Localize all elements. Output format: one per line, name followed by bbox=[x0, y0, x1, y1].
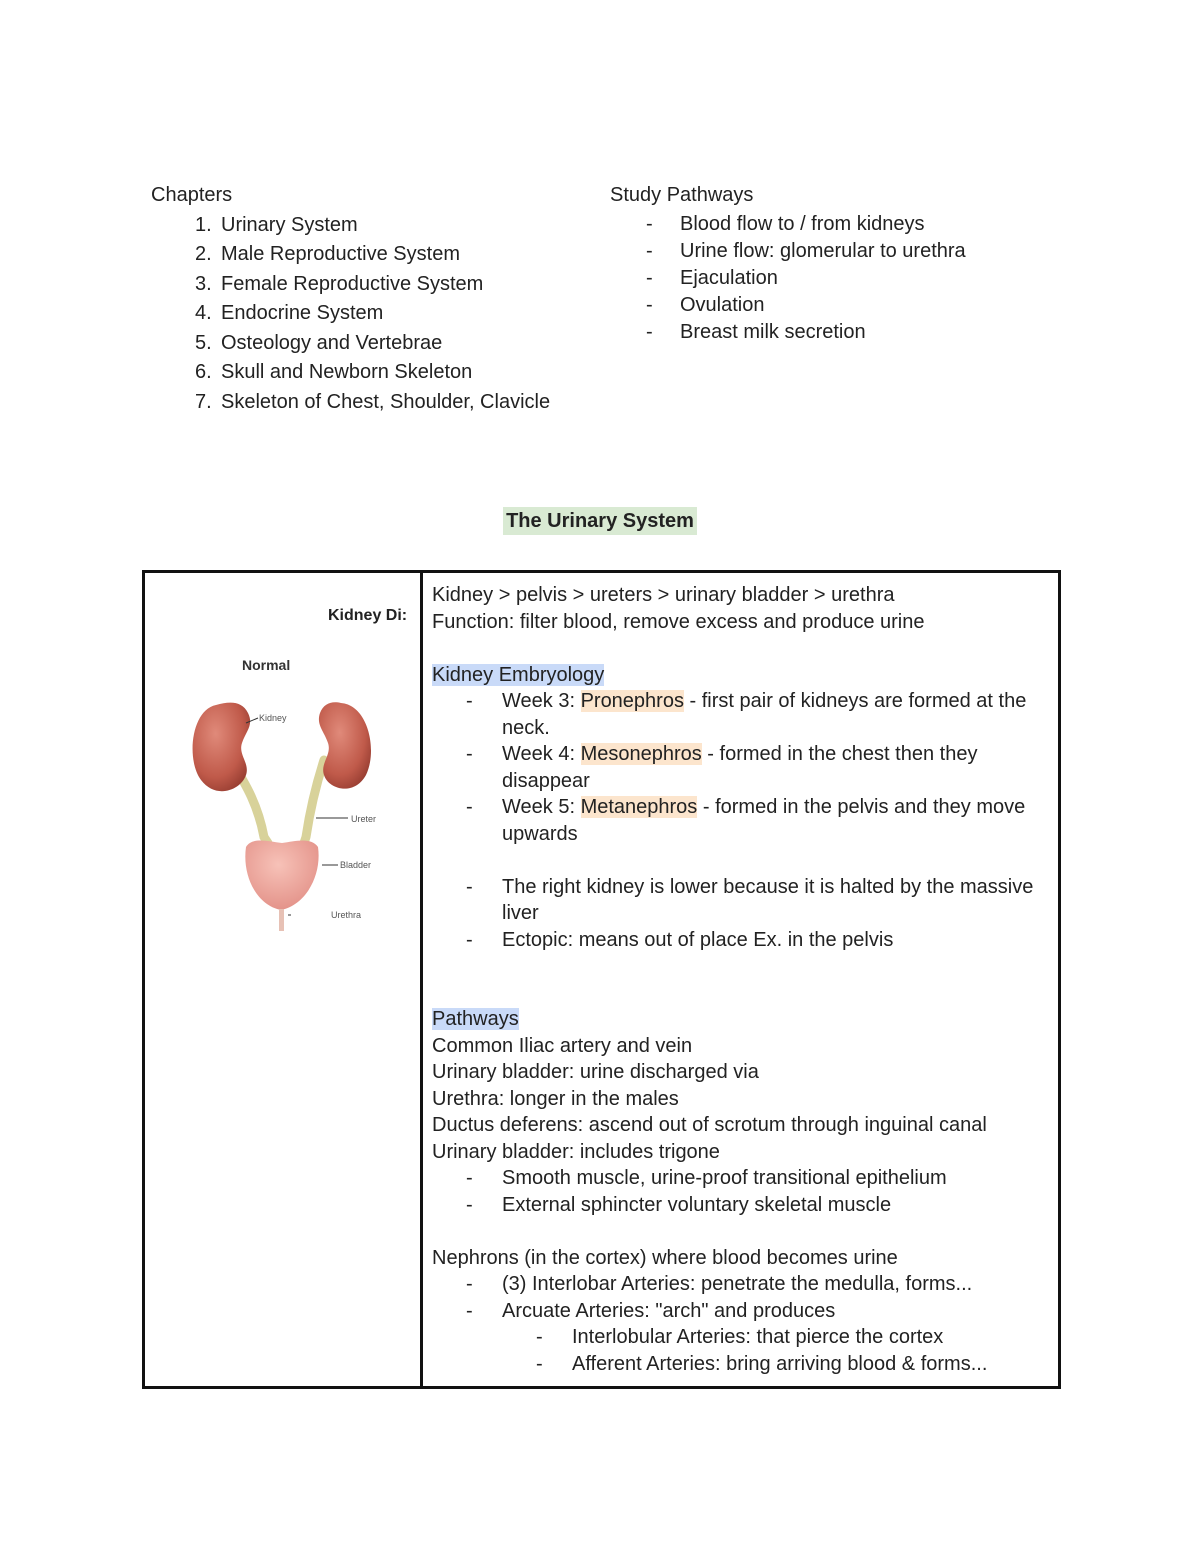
list-item: - Week 4: Mesonephros - formed in the chest then they disappear bbox=[466, 743, 978, 792]
term-mesonephros: Mesonephros bbox=[580, 743, 702, 765]
text-line: Nephrons (in the cortex) where blood becomes urine bbox=[432, 1246, 898, 1269]
list-item: - Breast milk secretion bbox=[646, 320, 866, 343]
bladder bbox=[245, 841, 318, 911]
list-item: 5. Osteology and Vertebrae bbox=[195, 331, 443, 354]
pathways-heading: Pathways bbox=[432, 1008, 519, 1030]
study-pathways-list bbox=[610, 211, 1030, 346]
urethra-label: Urethra bbox=[331, 910, 362, 920]
flow-line: Kidney > pelvis > ureters > urinary bladder > urethra bbox=[432, 584, 895, 606]
list-item: - External sphincter voluntary skeletal muscle bbox=[466, 1193, 892, 1216]
right-kidney bbox=[319, 702, 371, 788]
list-item: - Urine flow: glomerular to urethra bbox=[646, 239, 966, 262]
list-item: 2. Male Reproductive System bbox=[195, 243, 460, 265]
study-pathways-column bbox=[610, 181, 1030, 346]
term-pronephros: Pronephros bbox=[580, 690, 684, 712]
list-item: - Ejaculation bbox=[646, 266, 778, 289]
list-item: 4. Endocrine System bbox=[195, 302, 384, 324]
list-item: - Blood flow to / from kidneys bbox=[646, 212, 925, 235]
list-item: - Week 5: Metanephros - formed in the pelvis and they move upwards bbox=[466, 796, 1026, 845]
ureter-label: Ureter bbox=[351, 814, 377, 824]
text-line: Ductus deferens: ascend out of scrotum through inguinal canal bbox=[432, 1114, 987, 1136]
chapters-list bbox=[151, 211, 591, 418]
chapters-column bbox=[151, 181, 591, 417]
term-metanephros: Metanephros bbox=[580, 796, 698, 818]
list-item: 6. Skull and Newborn Skeleton bbox=[195, 361, 473, 383]
embryology-heading: Kidney Embryology bbox=[432, 663, 605, 686]
list-item: 3. Female Reproductive System bbox=[195, 272, 484, 295]
list-item: - Smooth muscle, urine-proof transitional epithelium bbox=[466, 1167, 947, 1189]
urinary-diagram bbox=[146, 575, 418, 995]
text-line: Urinary bladder: includes trigone bbox=[432, 1140, 720, 1163]
text-line: Common Iliac artery and vein bbox=[432, 1034, 693, 1057]
list-item: - Arcuate Arteries: "arch" and produces bbox=[466, 1299, 836, 1322]
list-item: - Ectopic: means out of place Ex. in the pelvis bbox=[466, 928, 894, 951]
section-title: The Urinary System bbox=[0, 510, 1200, 533]
list-item: - Afferent Arteries: bring arriving blood & forms... bbox=[536, 1352, 988, 1375]
bladder-label: Bladder bbox=[340, 860, 372, 870]
list-item: 7. Skeleton of Chest, Shoulder, Clavicle bbox=[195, 390, 551, 413]
study-pathways-heading: Study Pathways bbox=[610, 184, 754, 206]
function-line: Function: filter blood, remove excess and produce urine bbox=[432, 610, 925, 633]
diagram-subtitle: Normal bbox=[242, 657, 291, 673]
left-kidney bbox=[193, 703, 251, 792]
chapters-heading: Chapters bbox=[151, 184, 233, 206]
table-divider bbox=[420, 571, 423, 1388]
kidney-label: Kidney bbox=[259, 713, 287, 723]
text-line: Urethra: longer in the males bbox=[432, 1087, 679, 1110]
list-item: - Week 3: Pronephros - first pair of kidneys are formed at the neck. bbox=[466, 690, 1027, 739]
list-item: - (3) Interlobar Arteries: penetrate the medulla, forms... bbox=[466, 1273, 973, 1295]
diagram-title: Kidney Di: bbox=[328, 607, 408, 624]
list-item: 1. Urinary System bbox=[195, 213, 358, 236]
list-item: - The right kidney is lower because it is halted by the massive liver bbox=[466, 875, 1034, 924]
list-item: - Ovulation bbox=[646, 293, 765, 316]
notes-content bbox=[432, 582, 1052, 1377]
urinary-system-illustration bbox=[146, 575, 418, 995]
text-line: Urinary bladder: urine discharged via bbox=[432, 1061, 759, 1083]
list-item: - Interlobular Arteries: that pierce the cortex bbox=[536, 1326, 944, 1348]
